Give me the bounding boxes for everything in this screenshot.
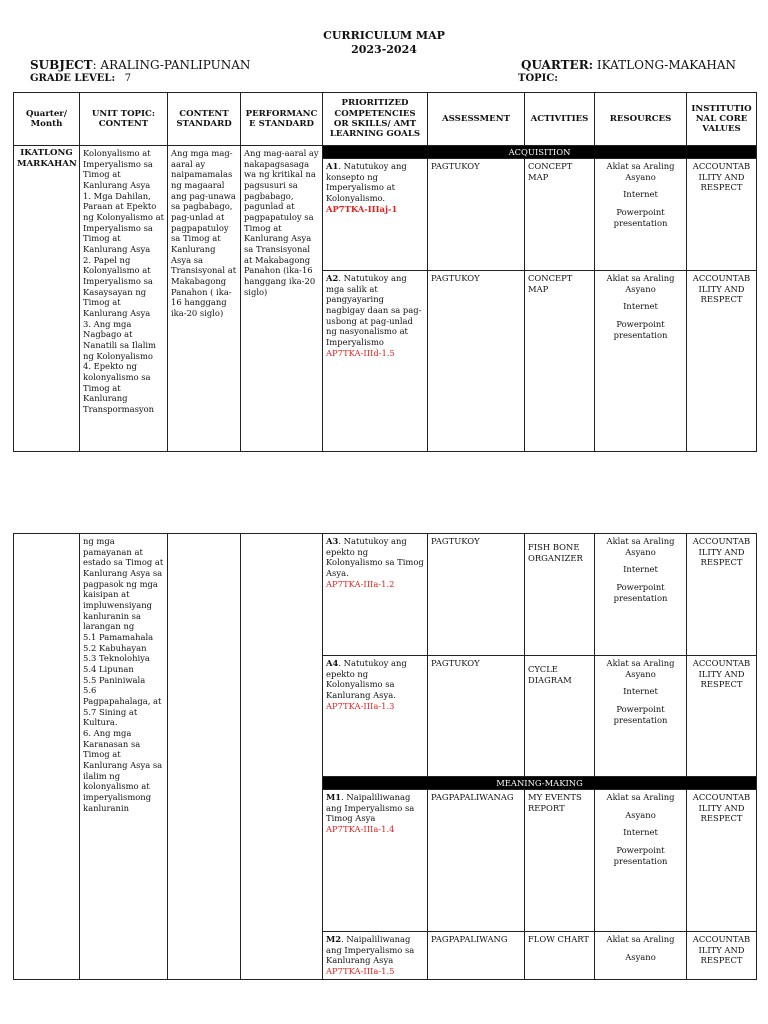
assessment-cell: PAGTUKOY [428, 656, 525, 777]
grade-value: 7 [124, 73, 132, 84]
core-values-cell: ACCOUNTAB ILITY AND RESPECT [687, 656, 757, 777]
col-content-standard: CONTENT STANDARD [168, 93, 241, 146]
competency-code: AP7TKA-IIIaj-1 [326, 203, 398, 214]
core-values-cell: ACCOUNTAB ILITY AND RESPECT [687, 271, 757, 452]
assessment-cell: PAGTUKOY [428, 159, 525, 271]
competency-code: AP7TKA-IIId-1.5 [326, 347, 395, 358]
quarter-month-cell: IKATLONG MARKAHAN [14, 146, 80, 452]
quarter-value: IKATLONG-MAKAHAN [593, 58, 737, 72]
unit-topic-cell: Kolonyalismo at Imperyalismo sa Timog at Kanlurang Asya 1. Mga Dahilan, Paraan at Epekto ng Kolonyalismo at Imperyalismo sa Timog at Kanlurang Asya 2. Papel ng Kolonyalismo at Imperyalismo sa Kasaysayan ng Timog at Kanlurang Asya 3. Ang mga Nagbago at Nanatili sa Ilalim ng Kolonyalismo 4. Epekto ng kolonyalismo sa Timog at Kanlurang Transpormasyon [80, 146, 168, 452]
core-values-cell: ACCOUNTAB ILITY AND RESPECT [687, 534, 757, 656]
competency-cell: A1. Natutukoy ang konsepto ng Imperyalismo at Kolonyalismo. AP7TKA-IIIaj-1 [323, 159, 428, 271]
topic-line [518, 73, 558, 84]
core-values-cell: ACCOUNTAB ILITY AND RESPECT [687, 790, 757, 932]
resources-cell: Aklat sa Araling Asyano Internet Powerpoint presentation [595, 656, 687, 777]
col-assessment: ASSESSMENT [428, 93, 525, 146]
meaning-making-band: MEANING-MAKING [323, 777, 757, 790]
subject-line [30, 58, 250, 72]
school-year: 2023-2024 [351, 43, 417, 56]
performance-standard-cell: Ang mag-aaral ay nakapagsasaga wa ng kritikal na pagsusuri sa pagbabago, pagunlad at pagpapatuloy sa Timog at Kanlurang Asya sa Transisyonal at Makabagong Panahon (ika-16 hanggang ika-20 siglo) [241, 146, 323, 452]
resources-cell: Aklat sa Araling Asyano Internet Powerpoint presentation [595, 790, 687, 932]
subject-label: SUBJECT [30, 58, 93, 72]
resources-cell: Aklat sa Araling Asyano Internet Powerpoint presentation [595, 159, 687, 271]
col-core-values: INSTITUTIO NAL CORE VALUES [687, 93, 757, 146]
competency-cell: A3. Natutukoy ang epekto ng Kolonyalismo sa Timog Asya. AP7TKA-IIIa-1.2 [323, 534, 428, 656]
competency-cell: A4. Natutukoy ang epekto ng Kolonyalismo sa Kanlurang Asya. AP7TKA-IIIa-1.3 [323, 656, 428, 777]
grade-label: GRADE LEVEL: [30, 73, 116, 84]
assessment-cell: PAGTUKOY [428, 534, 525, 656]
resources-cell: Aklat sa Araling Asyano Internet Powerpoint presentation [595, 534, 687, 656]
unit-topic-cell: ng mga pamayanan at estado sa Timog at Kanlurang Asya sa pagpasok ng mga kaisipan at impluwensiyang kanluranin sa larangan ng 5.1 Pamamahala 5.2 Kabuhayan 5.3 Teknolohiya 5.4 Lipunan 5.5 Paniniwala 5.6 Pagpapahalaga, at 5.7 Sining at Kultura. 6. Ang mga Karanasan sa Timog at Kanlurang Asya sa ilalim ng kolonyalismo at imperyalismong kanluranin [80, 534, 168, 980]
subject-value: : ARALING-PANLIPUNAN [92, 58, 251, 72]
quarter-month-cell [14, 534, 80, 980]
core-values-cell: ACCOUNTAB ILITY AND RESPECT [687, 932, 757, 980]
activity-cell: FLOW CHART [525, 932, 595, 980]
assessment-cell: PAGPAPALIWANG [428, 932, 525, 980]
activity-cell: CONCEPT MAP [525, 271, 595, 452]
assessment-cell: PAGTUKOY [428, 271, 525, 452]
content-standard-cell: Ang mga mag-aaral ay naipamamalas ng magaaral ang pag-unawa sa pagbabago, pag-unlad at pagpapatuloy sa Timog at Kanlurang Asya sa Transisyonal at Makabagong Panahon ( ika-16 hanggang ika-20 siglo) [168, 146, 241, 452]
document-title: CURRICULUM MAP [323, 29, 445, 42]
activity-cell: FISH BONE ORGANIZER [525, 534, 595, 656]
competency-code: AP7TKA-IIIa-1.2 [326, 578, 395, 589]
competency-code: AP7TKA-IIIa-1.5 [326, 966, 395, 977]
competency-code: AP7TKA-IIIa-1.4 [326, 824, 395, 835]
col-resources: RESOURCES [595, 93, 687, 146]
quarter-line [521, 58, 736, 72]
col-quarter-month: Quarter/ Month [14, 93, 80, 146]
competency-cell: M2. Naipaliliwanag ang Imperyalismo sa Kanlurang Asya AP7TKA-IIIa-1.5 [323, 932, 428, 980]
core-values-cell: ACCOUNTAB ILITY AND RESPECT [687, 159, 757, 271]
activity-cell: CYCLE DIAGRAM [525, 656, 595, 777]
activity-cell: MY EVENTS REPORT [525, 790, 595, 932]
col-performance-standard: PERFORMANC E STANDARD [241, 93, 323, 146]
content-standard-cell [168, 534, 241, 980]
quarter-label: QUARTER: [521, 58, 594, 72]
curriculum-table-page2 [13, 533, 757, 980]
assessment-cell: PAGPAPALIWANAG [428, 790, 525, 932]
table-row [14, 534, 757, 656]
grade-line [30, 73, 131, 84]
col-activities: ACTIVITIES [525, 93, 595, 146]
col-unit-topic: UNIT TOPIC: CONTENT [80, 93, 168, 146]
topic-label: TOPIC: [518, 73, 558, 84]
acquisition-band: ACQUISITION [323, 146, 757, 159]
table-row [14, 146, 757, 159]
resources-cell: Aklat sa Araling Asyano [595, 932, 687, 980]
competency-code: AP7TKA-IIIa-1.3 [326, 700, 395, 711]
performance-standard-cell [241, 534, 323, 980]
competency-cell: M1. Naipaliliwanag ang Imperyalismo sa Timog Asya AP7TKA-IIIa-1.4 [323, 790, 428, 932]
header-row [14, 93, 757, 146]
activity-cell: CONCEPT MAP [525, 159, 595, 271]
resources-cell: Aklat sa Araling Asyano Internet Powerpoint presentation [595, 271, 687, 452]
competency-cell: A2. Natutukoy ang mga salik at pangyayaring nagbigay daan sa pag-usbong at pag-unlad ng nasyonalismo at Imperyalismo AP7TKA-IIId-1.5 [323, 271, 428, 452]
col-competencies: PRIORITIZED COMPETENCIES OR SKILLS/ AMT LEARNING GOALS [323, 93, 428, 146]
curriculum-table-page1 [13, 92, 757, 452]
